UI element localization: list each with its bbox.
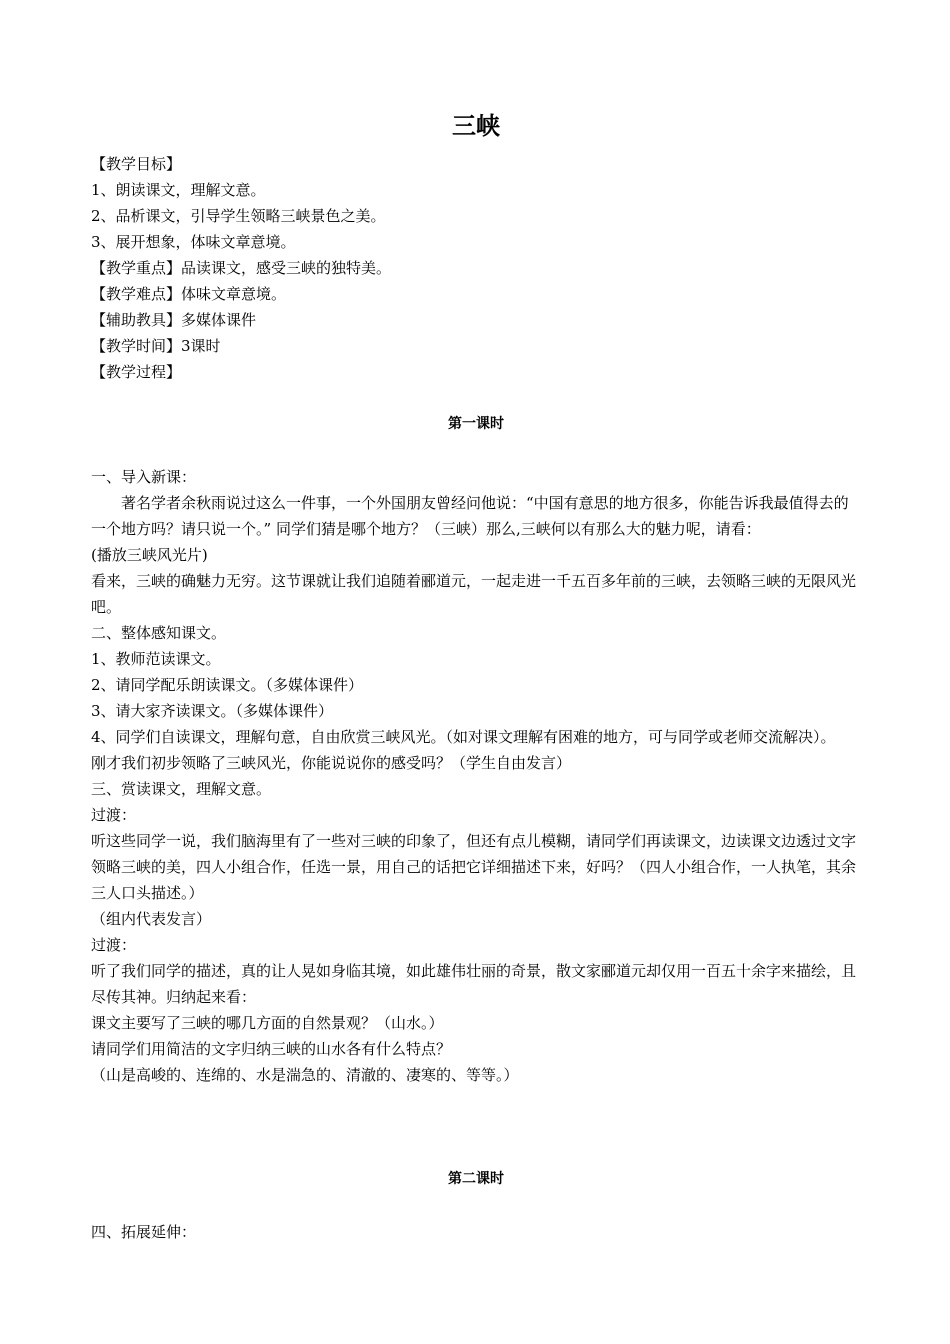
header-line: 【教学时间】3课时 [91, 337, 221, 355]
paragraph: 过渡： [91, 936, 137, 954]
paragraph: （组内代表发言） [91, 910, 212, 928]
header-line: 1、朗读课文，理解文意。 [91, 181, 266, 199]
paragraph: 二、整体感知课文。 [91, 624, 227, 642]
paragraph: 著名学者余秋雨说过这么一件事，一个外国朋友曾经问他说：“中国有意思的地方很多，你能告诉我最值得去的一个地方吗？请只说一个。” 同学们猜是哪个地方？（三峡）那么,三峡何以有那么大的魅力呢，请看： [91, 494, 849, 538]
paragraph: 刚才我们初步领略了三峡风光，你能说说你的感受吗？（学生自由发言） [91, 754, 572, 772]
lesson-1-body [91, 464, 861, 1088]
paragraph: 三、赏读课文，理解文意。 [91, 780, 272, 798]
paragraph: (播放三峡风光片) [91, 546, 208, 564]
lesson-2-body [91, 1219, 861, 1245]
paragraph: 听这些同学一说，我们脑海里有了一些对三峡的印象了，但还有点儿模糊，请同学们再读课文，边读课文边透过文字领略三峡的美，四人小组合作，任选一景，用自己的话把它详细描述下来，好吗？（四人小组合作，一人执笔，其余三人口头描述。） [91, 832, 857, 902]
paragraph: （山是高峻的、连绵的、水是湍急的、清澈的、凄寒的、等等。） [91, 1066, 519, 1084]
header-line: 3、展开想象，体味文章意境。 [91, 233, 296, 251]
header-line: 【教学目标】 [91, 155, 182, 173]
section-heading-lesson-2: 第二课时 [448, 1171, 504, 1187]
header-line: 【辅助教具】多媒体课件 [91, 311, 257, 329]
document-title: 三峡 [452, 112, 500, 140]
header-line: 【教学难点】体味文章意境。 [91, 285, 287, 303]
header-line: 【教学过程】 [91, 363, 182, 381]
paragraph: 1、教师范读课文。 [91, 650, 221, 668]
header-line: 【教学重点】品读课文，感受三峡的独特美。 [91, 259, 392, 277]
lesson-header [91, 151, 861, 385]
paragraph: 看来，三峡的确魅力无穷。这节课就让我们追随着郦道元，一起走进一千五百多年前的三峡，去领略三峡的无限风光吧。 [91, 572, 857, 616]
paragraph: 请同学们用简洁的文字归纳三峡的山水各有什么特点？ [91, 1040, 452, 1058]
paragraph: 四、拓展延伸： [91, 1223, 197, 1241]
header-line: 2、品析课文，引导学生领略三峡景色之美。 [91, 207, 386, 225]
paragraph: 过渡： [91, 806, 137, 824]
paragraph: 2、请同学配乐朗读课文。（多媒体课件） [91, 676, 364, 694]
section-heading-lesson-1: 第一课时 [448, 416, 504, 432]
paragraph: 听了我们同学的描述，真的让人晃如身临其境，如此雄伟壮丽的奇景，散文家郦道元却仅用一百五十余字来描绘，且尽传其神。归纳起来看： [91, 962, 857, 1006]
paragraph: 3、请大家齐读课文。（多媒体课件） [91, 702, 334, 720]
paragraph: 课文主要写了三峡的哪几方面的自然景观？（山水。） [91, 1014, 444, 1032]
paragraph: 4、同学们自读课文，理解句意，自由欣赏三峡风光。（如对课文理解有困难的地方，可与同学或老师交流解决）。 [91, 728, 836, 746]
paragraph: 一、导入新课： [91, 468, 197, 486]
